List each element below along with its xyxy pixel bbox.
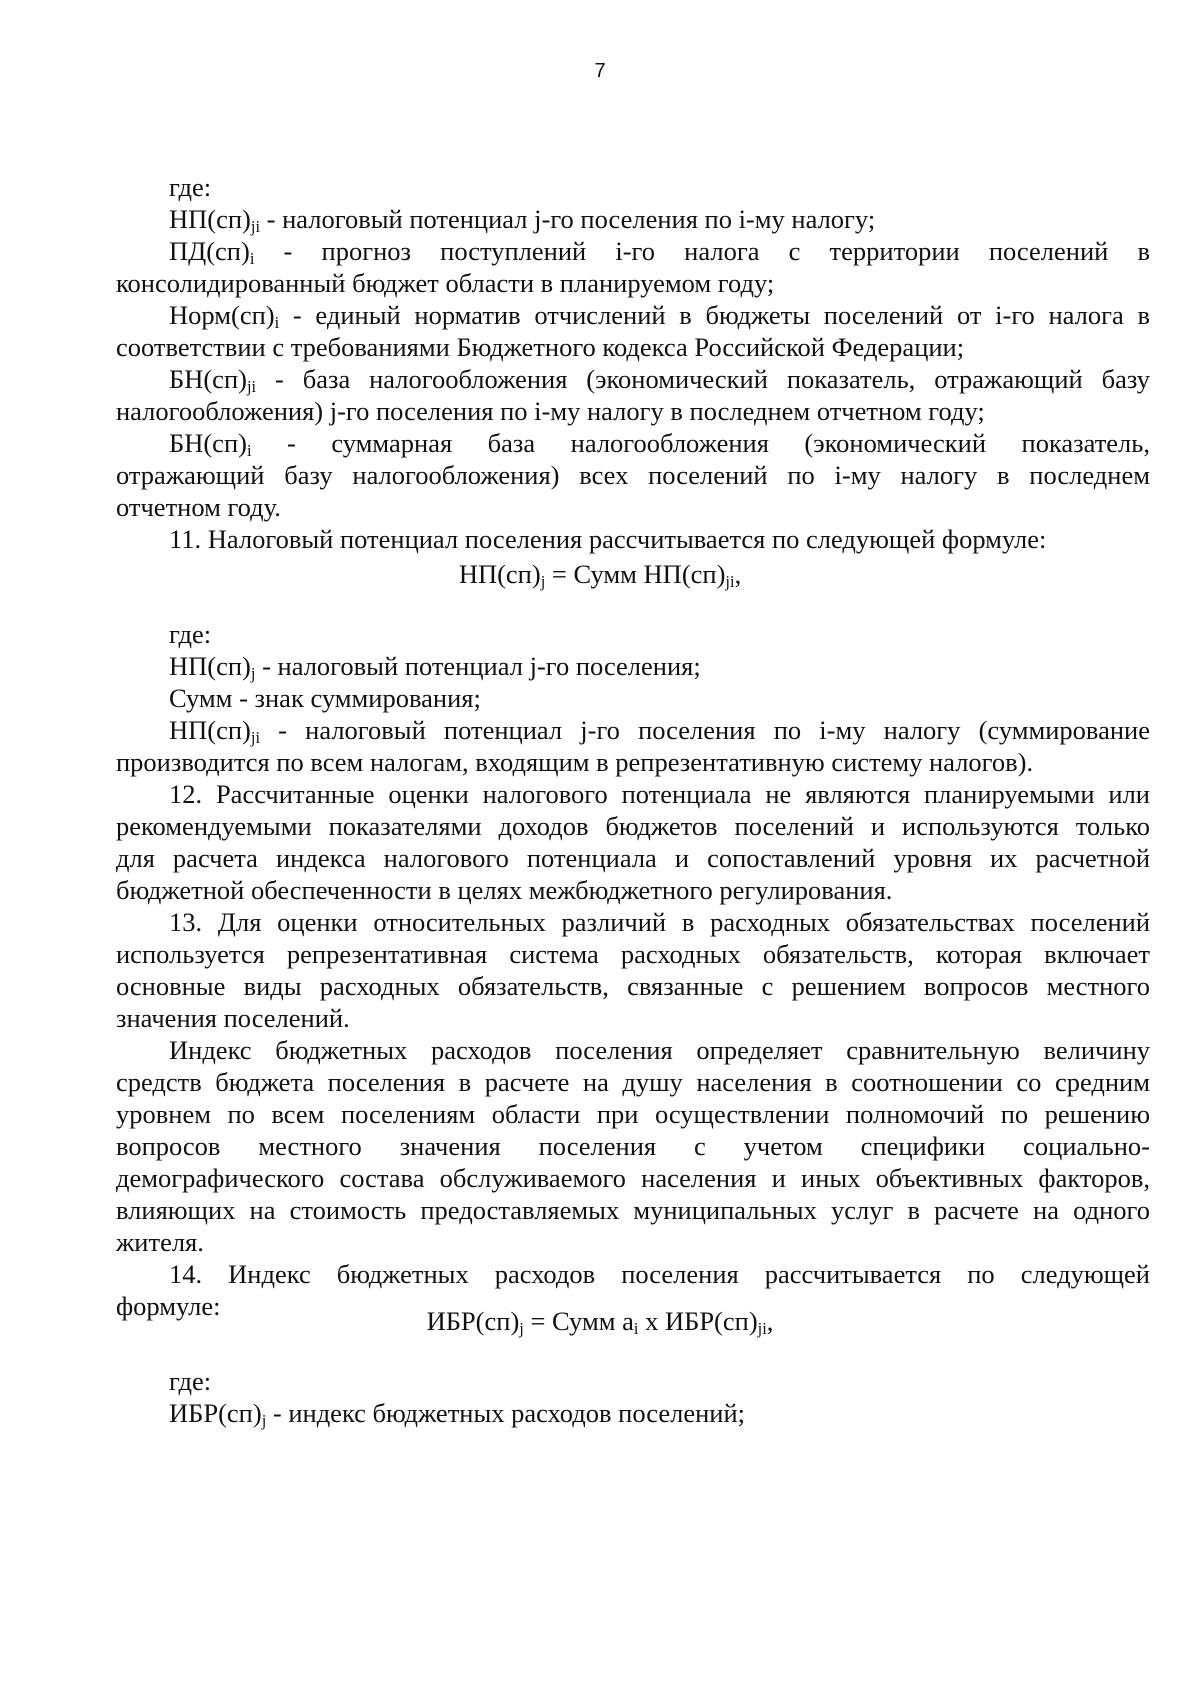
paragraph-index-line2: средств бюджета поселения в расчете на душу населения в соотношении со средним (116, 1067, 1150, 1097)
paragraph-12-line3: для расчета индекса налогового потенциала и сопоставлений уровня их расчетной (116, 843, 1150, 873)
definition-bn-line2: налогообложения) j-го поселения по i-му налогу в последнем отчетном году; (116, 396, 985, 426)
formula-expenditure-index: $ИБР(сп)_j$ = Сумм $a_i$ x $ИБР(сп)_{ji}$, (426, 1306, 774, 1339)
definition-np-ji: $НП(сп)_{ji}$ - налоговый потенциал j-го поселения по i-му налогу; (169, 204, 876, 237)
formula-tax-potential: $НП(сп)_j$ = Сумм $НП(сп)_{ji}$, (458, 559, 742, 592)
definition-bnsum-line1: $БН(сп)_i$ - суммарная база налогообложения (экономический показатель, (169, 428, 1150, 461)
where-label: где: (169, 172, 212, 202)
paragraph-index-line4: вопросов местного значения поселения с учетом специфики социально- (116, 1131, 1150, 1161)
definition-np-ji-line1: $НП(сп)_{ji}$ - налоговый потенциал j-го поселения по i-му налогу (суммирование (169, 715, 1150, 748)
definition-summ: Сумм - знак суммирования; (169, 683, 481, 713)
definition-bnsum-line2: отражающий базу налогообложения) всех поселений по i-му налогу в последнем (116, 460, 1150, 490)
paragraph-13-line1: 13. Для оценки относительных различий в расходных обязательствах поселений (169, 907, 1150, 937)
definition-pd-line2: консолидированный бюджет области в планируемом году; (116, 268, 775, 298)
definition-np-j: $НП(сп)_j$ - налоговый потенциал j-го поселения; (169, 651, 701, 684)
where-label: где: (169, 1366, 212, 1396)
definition-bnsum-line3: отчетном году. (116, 492, 281, 522)
paragraph-14-line1: 14. Индекс бюджетных расходов поселения рассчитывается по следующей (169, 1259, 1150, 1289)
paragraph-index-line3: уровнем по всем поселениям области при осуществлении полномочий по решению (116, 1099, 1150, 1129)
paragraph-12-line1: 12. Рассчитанные оценки налогового потенциала не являются планируемыми или (169, 779, 1150, 809)
paragraph-12-line2: рекомендуемыми показателями доходов бюджетов поселений и используются только (116, 811, 1150, 841)
definition-norm-line1: $Норм(сп)_i$ - единый норматив отчислений в бюджеты поселений от i-го налога в (169, 300, 1150, 333)
definition-pd-line1: $ПД(сп)_i$ - прогноз поступлений i-го налога с территории поселений в (169, 236, 1150, 269)
paragraph-11: 11. Налоговый потенциал поселения рассчитывается по следующей формуле: (169, 524, 1047, 554)
page-number: 7 (594, 60, 606, 82)
definitions-block-3 (116, 1365, 1150, 1429)
definition-bn-line1: $БН(сп)_{ji}$ - база налогообложения (экономический показатель, отражающий базу (169, 364, 1150, 397)
paragraph-index-line5: демографического состава обслуживаемого населения и иных объективных факторов, (116, 1163, 1150, 1193)
paragraph-index-line6: влияющих на стоимость предоставляемых муниципальных услуг в расчете на одного (116, 1195, 1150, 1225)
paragraph-14-line2: формуле: (116, 1291, 221, 1321)
where-label: где: (169, 619, 212, 649)
definitions-block-1 (116, 171, 1150, 555)
paragraph-index-line1: Индекс бюджетных расходов поселения определяет сравнительную величину (169, 1035, 1150, 1065)
paragraph-13-line3: основные виды расходных обязательств, связанные с решением вопросов местного (116, 971, 1150, 1001)
definition-norm-line2: соответствии с требованиями Бюджетного кодекса Российской Федерации; (116, 332, 965, 362)
paragraph-index-line7: жителя. (116, 1227, 204, 1257)
paragraph-12-line4: бюджетной обеспеченности в целях межбюджетного регулирования. (116, 875, 893, 905)
definition-np-ji-line2: производится по всем налогам, входящим в репрезентативную систему налогов). (116, 747, 1034, 777)
paragraph-13-line2: используется репрезентативная система расходных обязательств, которая включает (116, 939, 1150, 969)
paragraph-13-line4: значения поселений. (116, 1003, 350, 1033)
definitions-block-2 (116, 618, 1150, 1322)
definition-ibr-j: $ИБР(сп)_j$ - индекс бюджетных расходов поселений; (169, 1398, 745, 1431)
